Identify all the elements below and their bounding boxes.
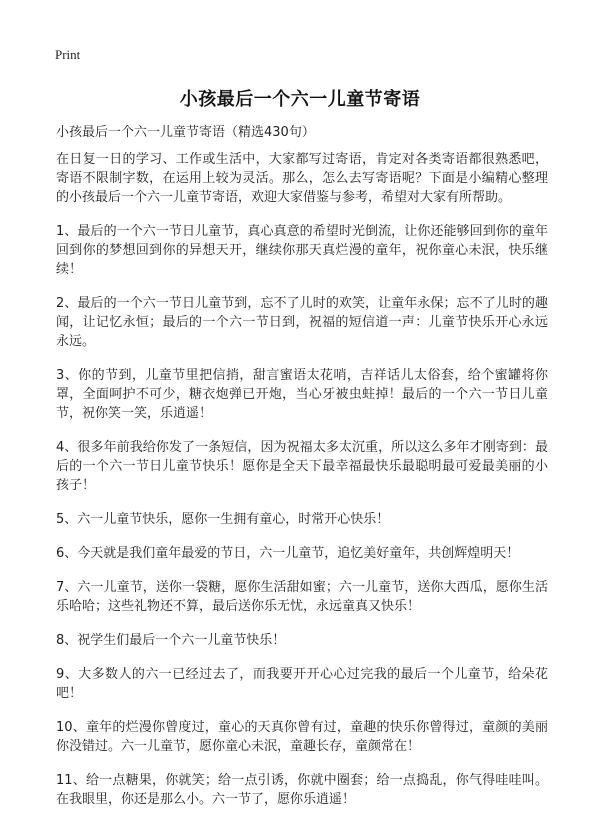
message-item-10: 10、童年的烂漫你曾度过，童心的天真你曾有过，童趣的快乐你曾得过，童颜的美丽你没错过。六一儿童节，愿你童心未泯，童趣长存，童颜常在！ — [56, 720, 548, 754]
message-item-9: 9、大多数人的六一已经过去了，而我要开开心心过完我的最后一个儿童节，给朵花吧！ — [56, 667, 548, 701]
page-title: 小孩最后一个六一儿童节寄语 — [179, 89, 421, 110]
message-item-5: 5、六一儿童节快乐，愿你一生拥有童心，时常开心快乐！ — [56, 512, 390, 527]
message-item-7: 7、六一儿童节，送你一袋糖，愿你生活甜如蜜；六一儿童节，送你大西瓜，愿你生活乐哈哈；这些礼物还不算，最后送你乐无忧，永远童真又快乐！ — [56, 580, 548, 614]
message-item-11: 11、给一点糖果，你就笑；给一点引诱，你就中圈套；给一点捣乱，你气得哇哇叫。在我眼里，你还是那么小。六一节了，愿你乐逍遥！ — [56, 773, 548, 807]
print-link[interactable]: Print — [55, 47, 81, 62]
message-item-3: 3、你的节到，儿童节里把信捎，甜言蜜语太花哨，吉祥话儿太俗套，给个蜜罐将你罩，全面呵护不可少，糖衣炮弹已开炮，当心牙被虫蛀掉！最后的一个六一节日儿童节，祝你笑一笑，乐逍遥！ — [56, 368, 548, 421]
page-subtitle: 小孩最后一个六一儿童节寄语（精选430句） — [56, 125, 315, 140]
message-item-8: 8、祝学生们最后一个六一儿童节快乐！ — [56, 633, 286, 648]
message-item-2: 2、最后的一个六一节日儿童节到，忘不了儿时的欢笑，让童年永保；忘不了儿时的趣闻，让记忆永恒；最后的一个六一节日到，祝福的短信道一声：儿童节快乐开心永远永远。 — [56, 296, 548, 349]
intro-paragraph: 在日复一日的学习、工作或生活中，大家都写过寄语，肯定对各类寄语都很熟悉吧，寄语不限制字数，在运用上较为灵活。那么，怎么去写寄语呢？下面是小编精心整理的小孩最后一个六一儿童节寄语，欢迎大家借鉴与参考，希望对大家有所帮助。 — [56, 152, 548, 205]
message-item-1: 1、最后的一个六一节日儿童节，真心真意的希望时光倒流，让你还能够回到你的童年回到你的梦想回到你的异想天开，继续你那天真烂漫的童年，祝你童心未泯，快乐继续！ — [56, 224, 548, 277]
message-item-4: 4、很多年前我给你发了一条短信，因为祝福太多太沉重，所以这么多年才刚寄到：最后的一个六一节日儿童节快乐！愿你是全天下最幸福最快乐最聪明最可爱最美丽的小孩子！ — [56, 440, 548, 493]
message-item-6: 6、今天就是我们童年最爱的节日，六一儿童节，追忆美好童年，共创辉煌明天！ — [56, 546, 520, 561]
article-body — [56, 150, 548, 824]
